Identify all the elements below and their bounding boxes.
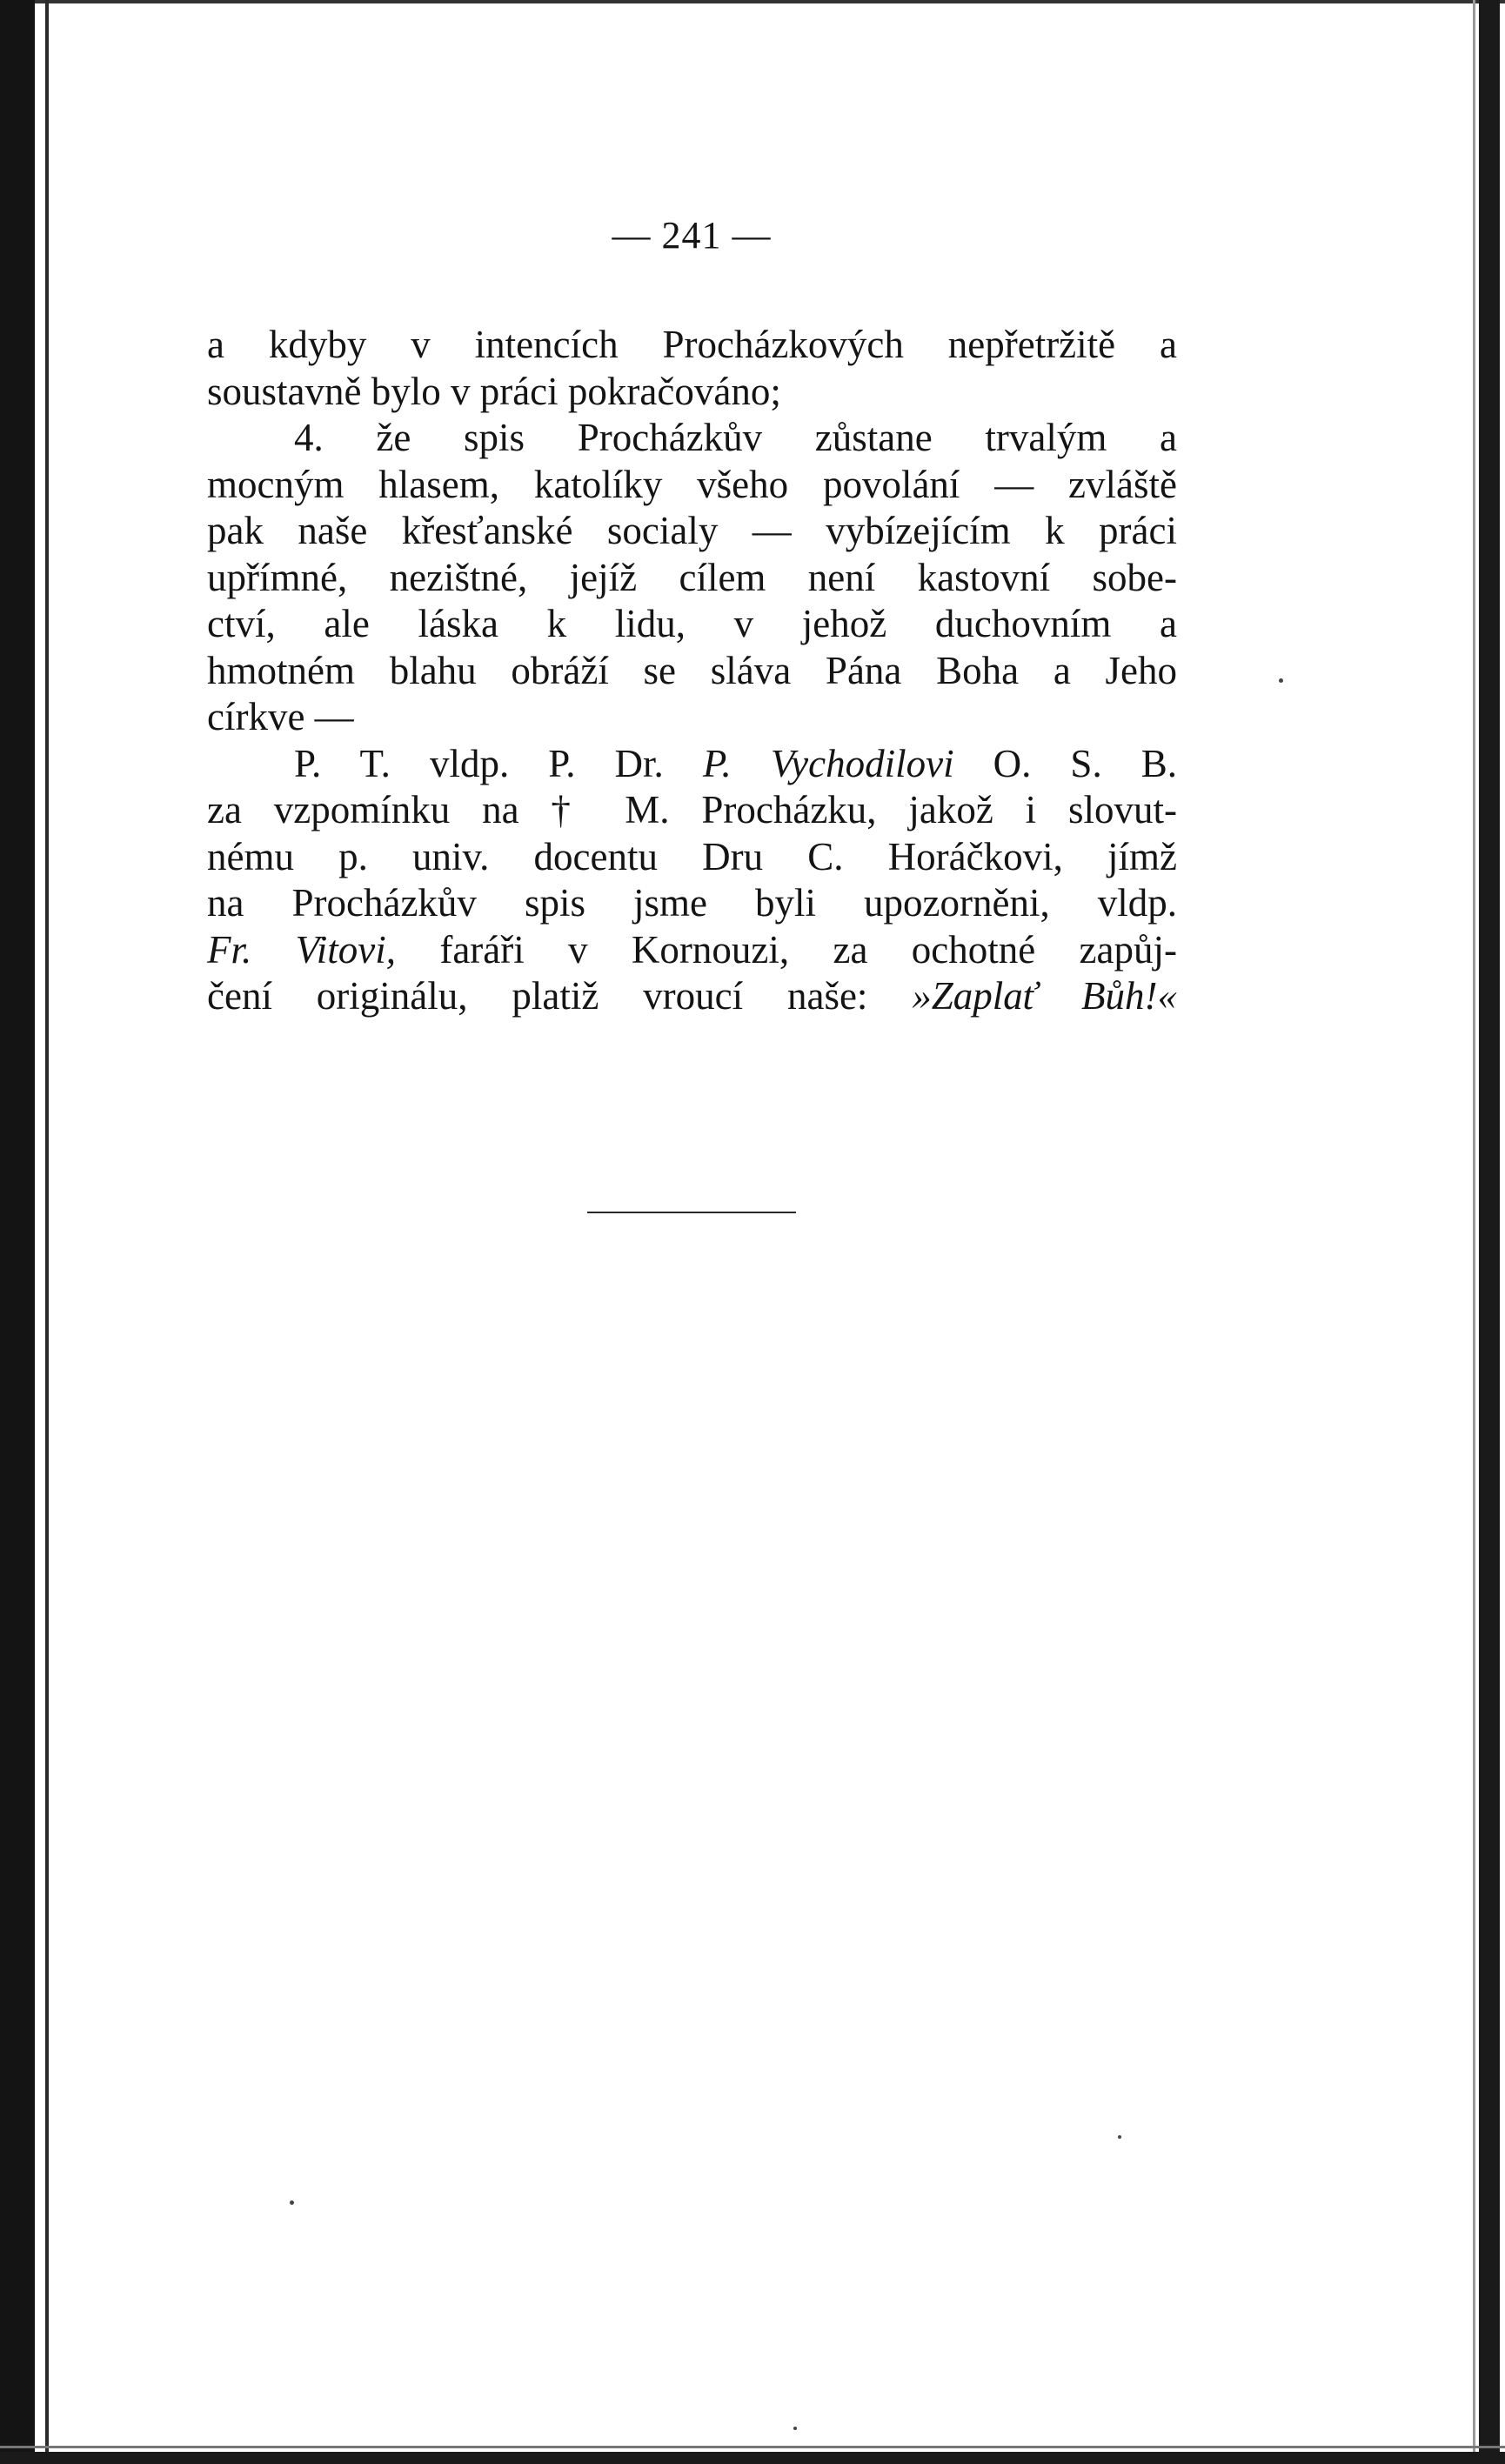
text-line: 4. že spis Procházkův zůstane trvalým a: [294, 416, 1177, 459]
scan-frame-bottom: [0, 2452, 1505, 2464]
dedication-text: čení originálu, platiž vroucí naše:: [207, 974, 913, 1018]
dedication-line: [207, 741, 1177, 788]
text-line: upřímné, nezištné, jejíž cílem není kastovní sobe-: [207, 555, 1177, 599]
page-body: [207, 322, 1177, 1020]
dedication-text: faráři v Kornouzi, za ochotné zapůj-: [395, 927, 1177, 972]
dedication-line: [207, 973, 1177, 1020]
text-line: soustavně bylo v práci pokračováno;: [207, 369, 781, 413]
dedication-text: P. T. vldp. P. Dr.: [294, 741, 703, 785]
scan-speck: [793, 2427, 797, 2430]
text-line: a kdyby v intencích Procházkových nepřetržitě a: [207, 323, 1177, 366]
scan-speck: [1279, 678, 1283, 683]
section-divider-rule: [587, 1212, 796, 1213]
text-line: ctví, ale láska k lidu, v jehož duchovním a: [207, 602, 1177, 645]
dedication-name-italic: P. Vychodilovi: [702, 741, 954, 785]
scan-frame-right: [1479, 0, 1500, 2464]
scan-frame-right-line: [1473, 0, 1475, 2464]
scan-frame-top: [0, 0, 1505, 3]
scan-frame-left-line: [45, 0, 49, 2464]
scan-frame-left: [0, 0, 35, 2464]
text-line: hmotném blahu obráží se sláva Pána Boha a Jeho: [207, 648, 1177, 692]
dedication-line: [207, 927, 1177, 974]
scan-frame-bottom-line: [0, 2446, 1505, 2448]
scan-speck: [1118, 2135, 1121, 2139]
dedication-name-italic: Fr. Vitovi,: [207, 927, 396, 972]
text-line: církve —: [207, 695, 354, 738]
dedication-line: na Procházkův spis jsme byli upozorněni, vldp.: [207, 881, 1177, 925]
dedication-text: O. S. B.: [953, 741, 1177, 785]
page-number: — 241 —: [612, 214, 772, 257]
dedication-line: za vzpomínku na † M. Procházku, jakož i slovut-: [207, 788, 1177, 831]
text-line: pak naše křesťanské socialy — vybízejícím k práci: [207, 509, 1177, 552]
text-line: mocným hlasem, katolíky všeho povolání — zvláště: [207, 462, 1177, 506]
scan-speck: [290, 2200, 294, 2205]
dedication-closing-italic: »Zaplať Bůh!«: [912, 974, 1177, 1018]
dedication-line: nému p. univ. docentu Dru C. Horáčkovi, jímž: [207, 834, 1177, 878]
